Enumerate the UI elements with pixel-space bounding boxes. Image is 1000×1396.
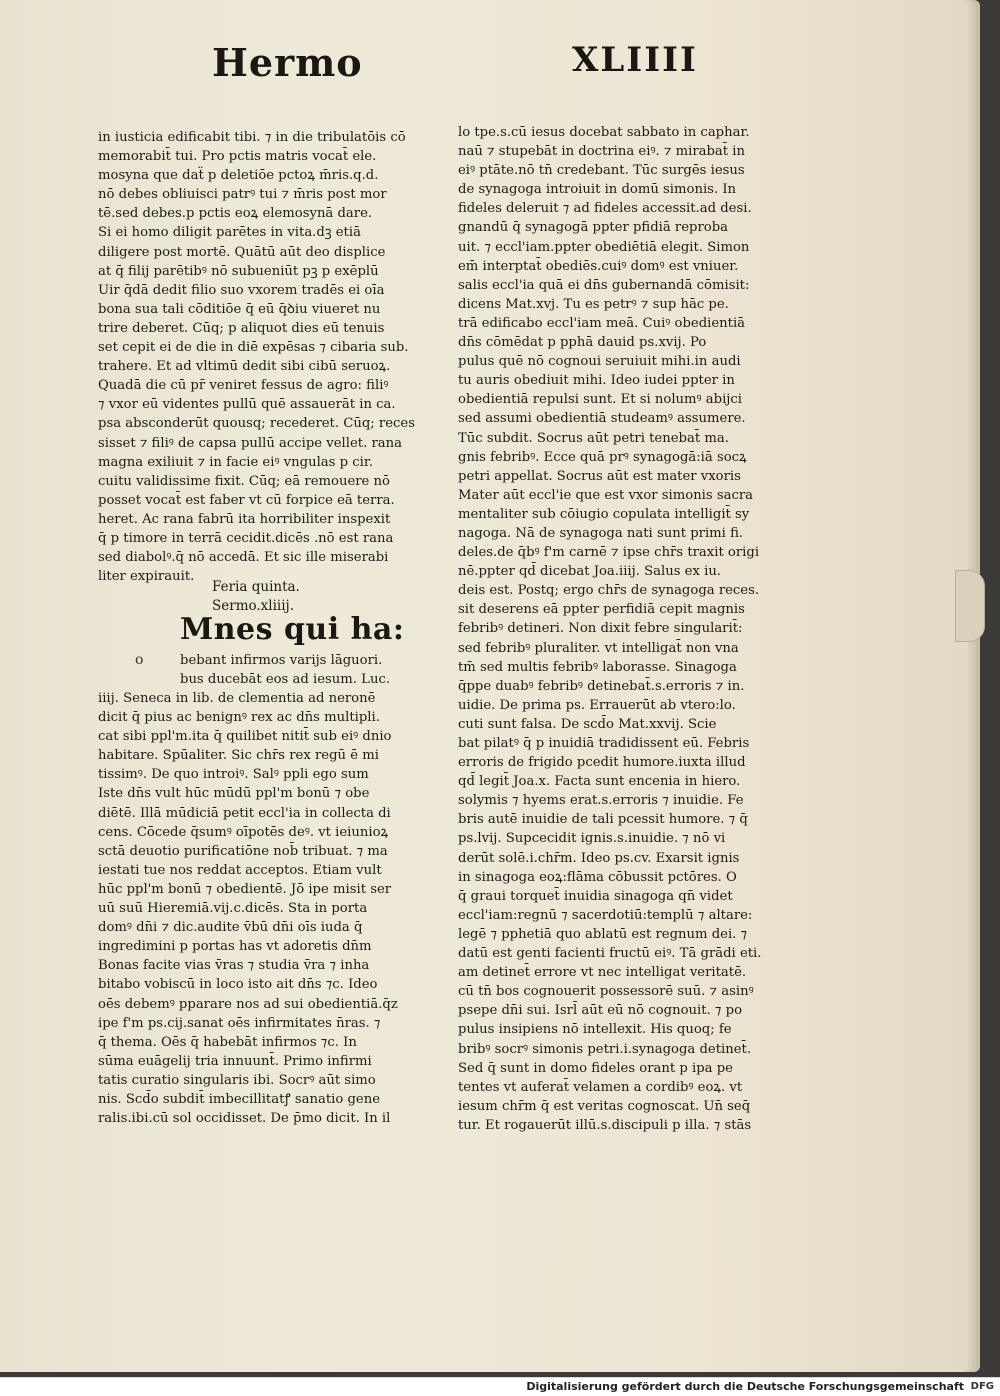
text-line: cat sibi ppl'm.ita q̄ quilibet nitit̄ sub eiꝰ dnio — [98, 729, 392, 745]
text-line: diētē. Illā mūdiciā petit eccl'ia in collecta di — [98, 805, 391, 821]
text-line: mosyna que daẗ p deletiōe pctoꝝ m̄ris.q.d. — [98, 168, 379, 184]
text-line: am detinet̄ errore vt nec intelligat veritatē. — [458, 965, 747, 981]
feria-line: Feria quinta. — [212, 579, 300, 595]
funding-credit: Digitalisierung gefördert durch die Deutsche Forschungsgemeinschaft — [526, 1380, 964, 1393]
text-line: habitare. Spūaliter. Sic chr̄s rex regū ē mi — [98, 748, 379, 764]
text-line: tm̄ sed multis febribꝰ laborasse. Sinagoga — [458, 659, 737, 675]
sermon-number-line: Sermo.xliiij. — [212, 598, 295, 614]
text-line: obedientiā repulsi sunt. Et si nolumꝰ abijci — [458, 392, 742, 408]
text-line: iesum chr̄m q̄ est veritas cognoscat. Un̄ seq̄ — [458, 1098, 751, 1114]
text-line: diligere post mortē. Quātū aūt deo displice — [98, 244, 386, 260]
page-fold-tab — [955, 570, 985, 642]
text-line: Quadā die cū pr̄ veniret fessus de agro: filiꝰ — [98, 378, 389, 394]
text-line: sed diabolꝰ.q̄ nō accedā. Et sic ille miserabi — [98, 550, 389, 566]
text-line: liter expirauit. — [98, 569, 195, 585]
text-line: sūma euāgelij tria innuunt̄. Primo infirmi — [98, 1053, 372, 1069]
text-line: febribꝰ detineri. Non dixit febre singularit̄: — [458, 621, 743, 637]
text-line: tē.sed debes.p pctis eoꝝ elemosynā dare. — [98, 206, 373, 222]
text-line: psepe dn̄i sui. Isrl̄ aūt eū nō cognouit. ⁊ po — [458, 1003, 743, 1019]
text-line: q̄ thema. Oēs q̄ habebāt infirmos ⁊c. In — [98, 1034, 357, 1050]
text-line: trā edificabo eccl'iam meā. Cuiꝰ obedientiā — [458, 315, 746, 331]
text-line: deis est. Postq; ergo chr̄s de synagoga reces. — [458, 583, 760, 599]
text-line: sisset ⁊ filiꝰ de capsa pullū accipe vellet. rana — [98, 435, 403, 451]
sermon-subheading — [212, 578, 300, 616]
text-line: dicit q̄ pius ac benignꝰ rex ac dn̄s multipli. — [98, 710, 380, 726]
text-line: uit. ⁊ eccl'iam.ppter obediētiā elegit. Simon — [458, 239, 750, 255]
text-line: iiij. Seneca in lib. de clementia ad neronē — [98, 691, 376, 706]
text-line: tatis curatio singularis ibi. Socrꝰ aūt simo — [98, 1072, 376, 1088]
text-line: Si ei homo diligit parētes in vita.dꝫ etiā — [98, 225, 361, 241]
left-column-top — [98, 128, 415, 586]
text-line: derūt solē.i.chr̄m. Ideo ps.cv. Exarsit ignis — [458, 850, 740, 866]
text-line: in sinagoga eoꝝ:flāma cōbussit pctōres. O — [458, 869, 737, 885]
left-column-mid — [180, 651, 390, 689]
text-line: bris autē inuidie de tali pcessit humore. ⁊ q̄ — [458, 812, 748, 828]
decorated-initial-line: Mnes qui ha: — [180, 612, 405, 647]
text-line: tissimꝰ. De quo introiꝰ. Salꝰ ppli ego sum — [98, 767, 369, 783]
text-line: nagoga. Nā de synagoga nati sunt primi fi. — [458, 525, 744, 541]
text-line: Mater aūt eccl'ie que est vxor simonis sacra — [458, 487, 754, 503]
text-line: legē ⁊ pphetiā quo ablatū est regnum dei. ⁊ — [458, 926, 748, 942]
text-line: psa absconderūt quousq; recederet. Cūq; reces — [98, 416, 415, 432]
text-line: magna exiliuit ⁊ in facie eiꝰ vngulas p cir. — [98, 454, 373, 470]
text-line: domꝰ dn̄i ⁊ dic.audite v̄bū dn̄i oīs iuda q̄ — [98, 920, 363, 936]
text-line: uidie. De prima ps. Errauerūt ab vtero:lo. — [458, 697, 736, 713]
text-line: in iusticia edificabit tibi. ⁊ in die tribulatōis cō — [98, 130, 406, 145]
text-line: q̄ p timore in terrā cecidit.dicēs .nō est rana — [98, 530, 394, 546]
text-line: fideles deleruit ⁊ ad fideles accessit.ad desi. — [458, 201, 752, 217]
text-line: bat pilatꝰ q̄ p inuidiā tradidissent eū. Febris — [458, 736, 750, 751]
text-line: oēs debemꝰ pparare nos ad sui obedientiā.q̄z — [98, 996, 398, 1012]
text-line: de synagoga introiuit in domū simonis. In — [458, 182, 737, 198]
text-line: erroris de frigido pcedit humore.iuxta illud — [458, 755, 746, 771]
running-head-left: Hermo — [212, 40, 363, 85]
text-line: em̄ interptat̄ obediēs.cuiꝰ domꝰ est vniuer. — [458, 258, 739, 274]
text-line: lo tpe.s.cū iesus docebat sabbato in caphar. — [458, 125, 750, 140]
folio-number: XLIIII — [572, 40, 698, 80]
text-line: nō debes obliuisci patrꝰ tui ⁊ m̄ris post mor — [98, 187, 387, 203]
text-line: nē.ppter qd̄ dicebat Joa.iiij. Salus ex iu. — [458, 564, 722, 580]
text-line: sctā deuotio purificatiōne nob̄ tribuat. ⁊ ma — [98, 843, 388, 859]
text-line: q̄ graui torquet̄ inuidia sinagoga qn̄ videt — [458, 888, 733, 904]
guide-letter: o — [135, 652, 144, 668]
text-line: mentaliter sub cōiugio copulata intelligit̄ sy — [458, 506, 750, 522]
text-line: cuti sunt falsa. De scd̄o Mat.xxvij. Scie — [458, 716, 717, 732]
text-line: salis eccl'ia quā ei dn̄s gubernandā cōmisit: — [458, 277, 750, 293]
text-line: Sed q̄ sunt in domo fideles orant p ipa pe — [458, 1060, 733, 1076]
text-line: petri appellat. Socrus aūt est mater vxoris — [458, 468, 741, 484]
text-line: pulus insipiens nō intellexit. His quoq; fe — [458, 1022, 732, 1038]
text-line: q̄ppe duabꝰ febribꝰ detinebat̄.s.erroris ⁊ in. — [458, 678, 745, 694]
text-line: tur. Et rogauerūt illū.s.discipuli p illa. ⁊ stās — [458, 1117, 752, 1133]
text-line: posset vocat̄ est faber vt cū forpice eā terra. — [98, 492, 395, 508]
text-line: solymis ⁊ hyems erat.s.erroris ⁊ inuidie. Fe — [458, 793, 744, 809]
text-line: uū suū Hieremiā.vij.c.dicēs. Sta in porta — [98, 901, 368, 917]
text-line: naū ⁊ stupebāt in doctrina eiꝰ. ⁊ mirabat̄ in — [458, 144, 745, 160]
text-line: hūc ppl'm bonū ⁊ obedientē. Jō ipe misit ser — [98, 881, 392, 897]
left-column-low — [98, 689, 398, 1128]
text-line: trahere. Et ad vltimū dedit sibi cibū seruoꝝ. — [98, 359, 391, 375]
text-line: bona sua tali cōditiōe q̄ eū q̄ꝺiu viueret nu — [98, 301, 381, 317]
text-line: sit deserens eā ppter perfidiā cepit magnis — [458, 602, 745, 618]
text-line: Uir q̄dā dedit filio suo vxorem tradēs ei oīa — [98, 282, 385, 298]
text-line: gnis febribꝰ. Ecce quā prꝰ synagogā:iā socꝝ — [458, 449, 747, 465]
dfg-logo: DFG — [970, 1381, 994, 1392]
text-line: sed assumi obedientiā studeamꝰ assumere. — [458, 411, 746, 427]
text-line: eccl'iam:regnū ⁊ sacerdotiū:templū ⁊ altare: — [458, 907, 753, 923]
text-line: dn̄s cōmēdat p pphā dauid ps.xvij. Po — [458, 335, 707, 351]
text-line: gnandū q̄ synagogā ppter pfidiā reproba — [458, 220, 729, 236]
text-line: bus ducebāt eos ad iesum. Luc. — [180, 672, 391, 688]
text-line: Iste dn̄s vult hūc mūdū ppl'm bonū ⁊ obe — [98, 786, 370, 802]
text-line: at q̄ filij parētibꝰ nō subueniūt pꝫ p exēplū — [98, 263, 379, 279]
text-line: deles.de q̄bꝰ f'm carnē ⁊ ipse chr̄s traxit origi — [458, 545, 760, 561]
text-line: bribꝰ socrꝰ simonis petri.i.synagoga detinet̄. — [458, 1041, 752, 1057]
text-line: nis. Scd̄o subdit̄ imbecillitatꝭ sanatio gene — [98, 1091, 381, 1107]
text-line: cuitu validissime fixit. Cūq; eā remouere nō — [98, 473, 390, 489]
text-line: cū tn̄ bos cognouerit possessorē suū. ⁊ asinꝰ — [458, 984, 754, 1000]
text-line: tu auris obediuit mihi. Ideo iudei ppter in — [458, 373, 735, 389]
text-line: qd̄ legit̄ Joa.x. Facta sunt encenia in hiero. — [458, 774, 741, 790]
text-line: trire deberet. Cūq; p aliquot dies eū tenuis — [98, 320, 385, 336]
text-line: ralis.ibi.cū sol occidisset. De p̄mo dicit. In il — [98, 1111, 391, 1127]
text-line: iestati tue nos reddat acceptos. Etiam vult — [98, 862, 382, 878]
text-line: memorabit̄ tui. Pro pctis matris vocat̄ ele. — [98, 149, 377, 165]
text-line: ps.lvij. Supcecidit ignis.s.inuidie. ⁊ nō vi — [458, 831, 726, 847]
text-line: dicens Mat.xvj. Tu es petrꝰ ⁊ sup hāc pe. — [458, 296, 729, 312]
text-line: tentes vt auferat̄ velamen a cordibꝰ eoꝝ. vt — [458, 1079, 743, 1095]
right-column — [458, 123, 761, 1135]
footer-bar — [0, 1377, 1000, 1396]
text-line: heret. Ac rana fabrū ita horribiliter inspexit — [98, 511, 391, 527]
text-line: set cepit ei de die in diē expēsas ⁊ cibaria sub. — [98, 340, 409, 356]
text-line: bitabo vobiscū in loco isto ait dn̄s ⁊c. Ideo — [98, 977, 378, 993]
text-line: Bonas facite vias v̄ras ⁊ studia v̄ra ⁊ inha — [98, 958, 370, 974]
text-line: ⁊ vxor eū videntes pullū quē assauerāt in ca. — [98, 397, 396, 413]
text-line: ipe f'm ps.cij.sanat oēs infirmitates n̄ras. ⁊ — [98, 1015, 381, 1031]
text-line: Tūc subdit. Socrus aūt petri tenebat̄ ma. — [458, 430, 729, 446]
text-line: eiꝰ ptāte.nō tn̄ credebant. Tūc surgēs iesus — [458, 163, 745, 179]
text-line: pulus quē nō cognoui seruiuit mihi.in audi — [458, 354, 741, 370]
text-line: sed febribꝰ pluraliter. vt intelligat̄ non vna — [458, 640, 739, 656]
text-line: bebant infirmos varijs lāguori. — [180, 653, 383, 668]
text-line: ingredimini p portas has vt adoretis dn̄m — [98, 939, 372, 955]
text-line: cens. Cōcede q̄sumꝰ oīpotēs deꝰ. vt ieiunioꝝ — [98, 824, 389, 840]
text-line: datū est genti facienti fructū eiꝰ. Tā grādi eti. — [458, 946, 762, 962]
